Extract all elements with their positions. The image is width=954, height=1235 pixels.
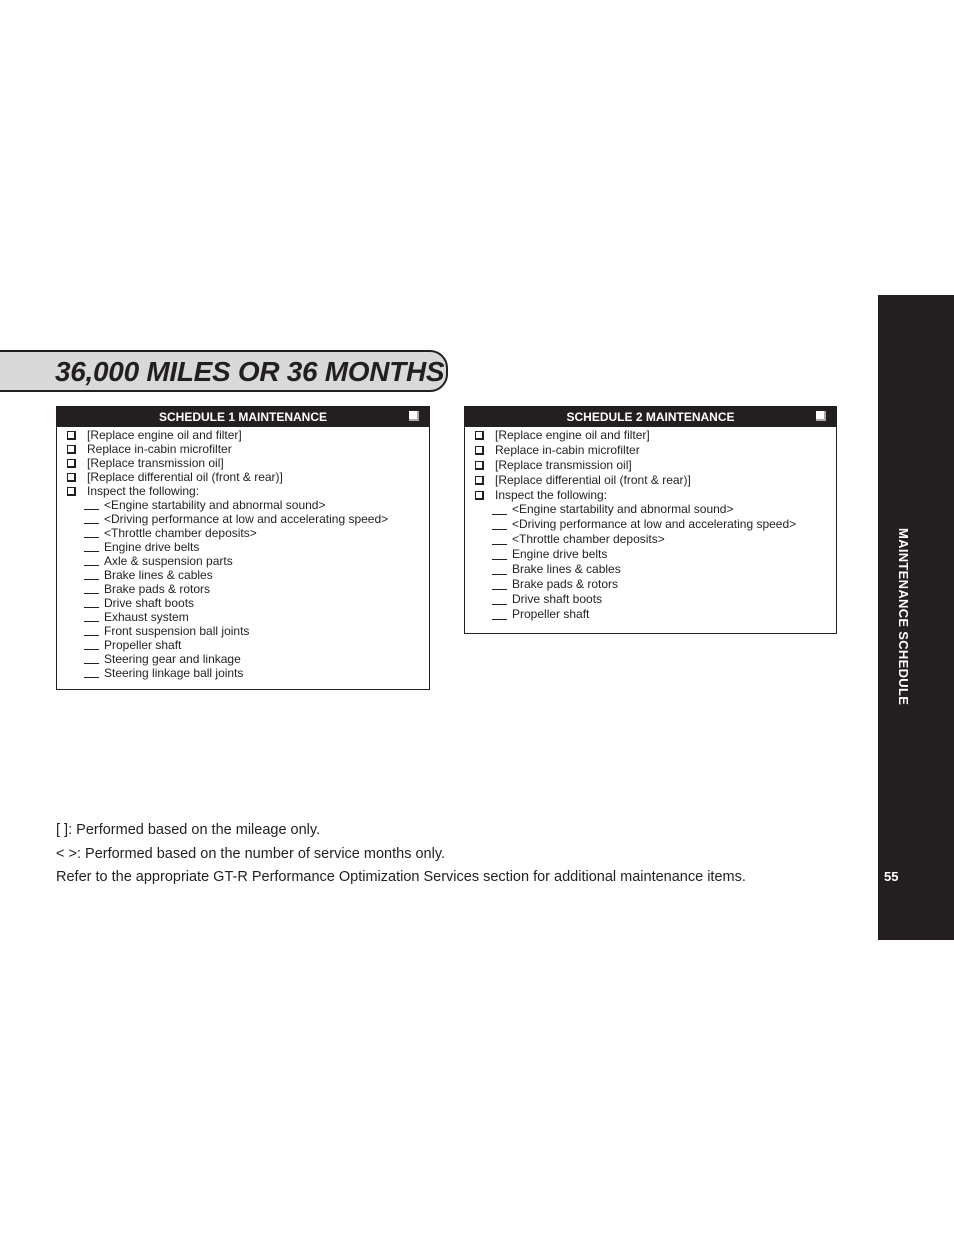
schedule-2-header-checkbox-icon[interactable] (816, 411, 826, 421)
checklist-item-label: Brake lines & cables (104, 568, 213, 582)
checklist-item-label: <Throttle chamber deposits> (104, 526, 257, 540)
checklist-item-label: <Engine startability and abnormal sound> (512, 502, 734, 517)
schedule-2-title: SCHEDULE 2 MAINTENANCE (566, 410, 735, 424)
checkbox-icon[interactable] (67, 459, 76, 468)
checklist-item (57, 652, 429, 666)
checklist-item (57, 582, 429, 596)
checklist-item-label: Propeller shaft (512, 606, 590, 621)
blank-line-icon[interactable] (84, 537, 99, 538)
checklist-item (57, 624, 429, 638)
checklist-item-label: Engine drive belts (104, 540, 200, 554)
checklist-item (57, 442, 429, 456)
side-tab (878, 295, 954, 940)
checklist-item-label: Replace in-cabin microfilter (495, 442, 640, 457)
checklist-item (465, 443, 836, 458)
checkbox-icon[interactable] (475, 491, 484, 500)
checklist-item (57, 498, 429, 512)
blank-line-icon[interactable] (84, 677, 99, 678)
checklist-item (465, 517, 836, 532)
checklist-item-label: Replace in-cabin microfilter (87, 442, 232, 456)
checklist-item-label: Steering linkage ball joints (104, 666, 244, 680)
checklist-item-label: Brake pads & rotors (104, 582, 211, 596)
checklist-item (57, 638, 429, 652)
checkbox-icon[interactable] (67, 487, 76, 496)
checklist-item-label: Brake lines & cables (512, 562, 621, 577)
checklist-item-label: <Throttle chamber deposits> (512, 532, 665, 547)
checklist-item (57, 610, 429, 624)
checklist-item (57, 554, 429, 568)
blank-line-icon[interactable] (492, 619, 507, 620)
schedule-1-header (57, 407, 429, 427)
checklist-item (57, 568, 429, 582)
blank-line-icon[interactable] (84, 663, 99, 664)
blank-line-icon[interactable] (492, 559, 507, 560)
blank-line-icon[interactable] (492, 529, 507, 530)
checklist-item (57, 456, 429, 470)
checkbox-icon[interactable] (475, 446, 484, 455)
checklist-item (57, 428, 429, 442)
schedule-1-header-checkbox-icon[interactable] (409, 411, 419, 421)
page-title: 36,000 MILES OR 36 MONTHS (55, 356, 445, 387)
checkbox-icon[interactable] (67, 445, 76, 454)
footnote-mileage: [ ]: Performed based on the mileage only. (56, 822, 321, 838)
blank-line-icon[interactable] (492, 574, 507, 575)
checklist-item-label: Front suspension ball joints (104, 624, 250, 638)
checklist-item-label: Brake pads & rotors (512, 576, 619, 591)
checklist-item-label: [Replace engine oil and filter] (495, 428, 650, 442)
footnote-months: < >: Performed based on the number of service months only. (56, 845, 446, 862)
checklist-item (465, 562, 836, 577)
blank-line-icon[interactable] (84, 649, 99, 650)
checklist-item (57, 470, 429, 484)
blank-line-icon[interactable] (492, 544, 507, 545)
blank-line-icon[interactable] (84, 579, 99, 580)
schedule-1-box (56, 406, 430, 690)
checklist-item (465, 458, 836, 473)
checklist-item-label: <Engine startability and abnormal sound> (104, 498, 326, 512)
checklist-item-label: [Replace transmission oil] (495, 457, 632, 472)
checklist-item (465, 607, 836, 622)
checklist-item-label: Drive shaft boots (512, 591, 603, 606)
blank-line-icon[interactable] (84, 509, 99, 510)
checklist-item-label: [Replace differential oil (front & rear)] (87, 470, 283, 484)
checklist-item (57, 540, 429, 554)
blank-line-icon[interactable] (84, 523, 99, 524)
section-tab-label: MAINTENANCE SCHEDULE (896, 528, 911, 706)
checklist-item-label: Inspect the following: (87, 484, 200, 498)
checklist-item-label: [Replace differential oil (front & rear)] (495, 472, 691, 487)
checklist-item-label: Drive shaft boots (104, 596, 195, 610)
blank-line-icon[interactable] (84, 551, 99, 552)
checklist-item (57, 596, 429, 610)
schedule-1-list (57, 427, 429, 680)
checklist-item (465, 577, 836, 592)
blank-line-icon[interactable] (492, 514, 507, 515)
footnote-reference: Refer to the appropriate GT-R Performance Optimization Services section for additional maintenance items. (56, 869, 746, 885)
footnotes (56, 820, 746, 891)
page-number: 55 (884, 869, 899, 884)
schedule-2-box (464, 406, 837, 634)
checklist-item-label: <Driving performance at low and accelerating speed> (104, 512, 389, 526)
checklist-item-label: Axle & suspension parts (104, 554, 233, 568)
checklist-item (57, 666, 429, 680)
checklist-item-label: <Driving performance at low and accelerating speed> (512, 517, 797, 532)
blank-line-icon[interactable] (84, 607, 99, 608)
schedule-1-title: SCHEDULE 1 MAINTENANCE (158, 410, 327, 424)
checkbox-icon[interactable] (67, 431, 76, 440)
checklist-item (465, 502, 836, 517)
blank-line-icon[interactable] (84, 635, 99, 636)
blank-line-icon[interactable] (492, 604, 507, 605)
checklist-item (465, 428, 836, 443)
checklist-item (57, 512, 429, 526)
checklist-item-label: Inspect the following: (495, 487, 608, 502)
checklist-item (57, 526, 429, 540)
checklist-item-label: [Replace transmission oil] (87, 456, 224, 470)
checkbox-icon[interactable] (475, 461, 484, 470)
schedule-2-header (465, 407, 836, 427)
checkbox-icon[interactable] (475, 431, 484, 440)
checklist-item-label: Engine drive belts (512, 547, 608, 562)
blank-line-icon[interactable] (84, 593, 99, 594)
checklist-item-label: Exhaust system (104, 610, 189, 624)
checklist-item (465, 532, 836, 547)
checklist-item (465, 547, 836, 562)
checkbox-icon[interactable] (475, 476, 484, 485)
blank-line-icon[interactable] (84, 621, 99, 622)
checklist-item-label: Propeller shaft (104, 638, 182, 652)
checklist-item-label: Steering gear and linkage (104, 652, 241, 666)
blank-line-icon[interactable] (492, 589, 507, 590)
schedule-2-list (465, 427, 836, 622)
checklist-item-label: [Replace engine oil and filter] (87, 428, 242, 442)
checklist-item (57, 484, 429, 498)
checkbox-icon[interactable] (67, 473, 76, 482)
checklist-item (465, 592, 836, 607)
checklist-item (465, 488, 836, 503)
checklist-item (465, 473, 836, 488)
blank-line-icon[interactable] (84, 565, 99, 566)
